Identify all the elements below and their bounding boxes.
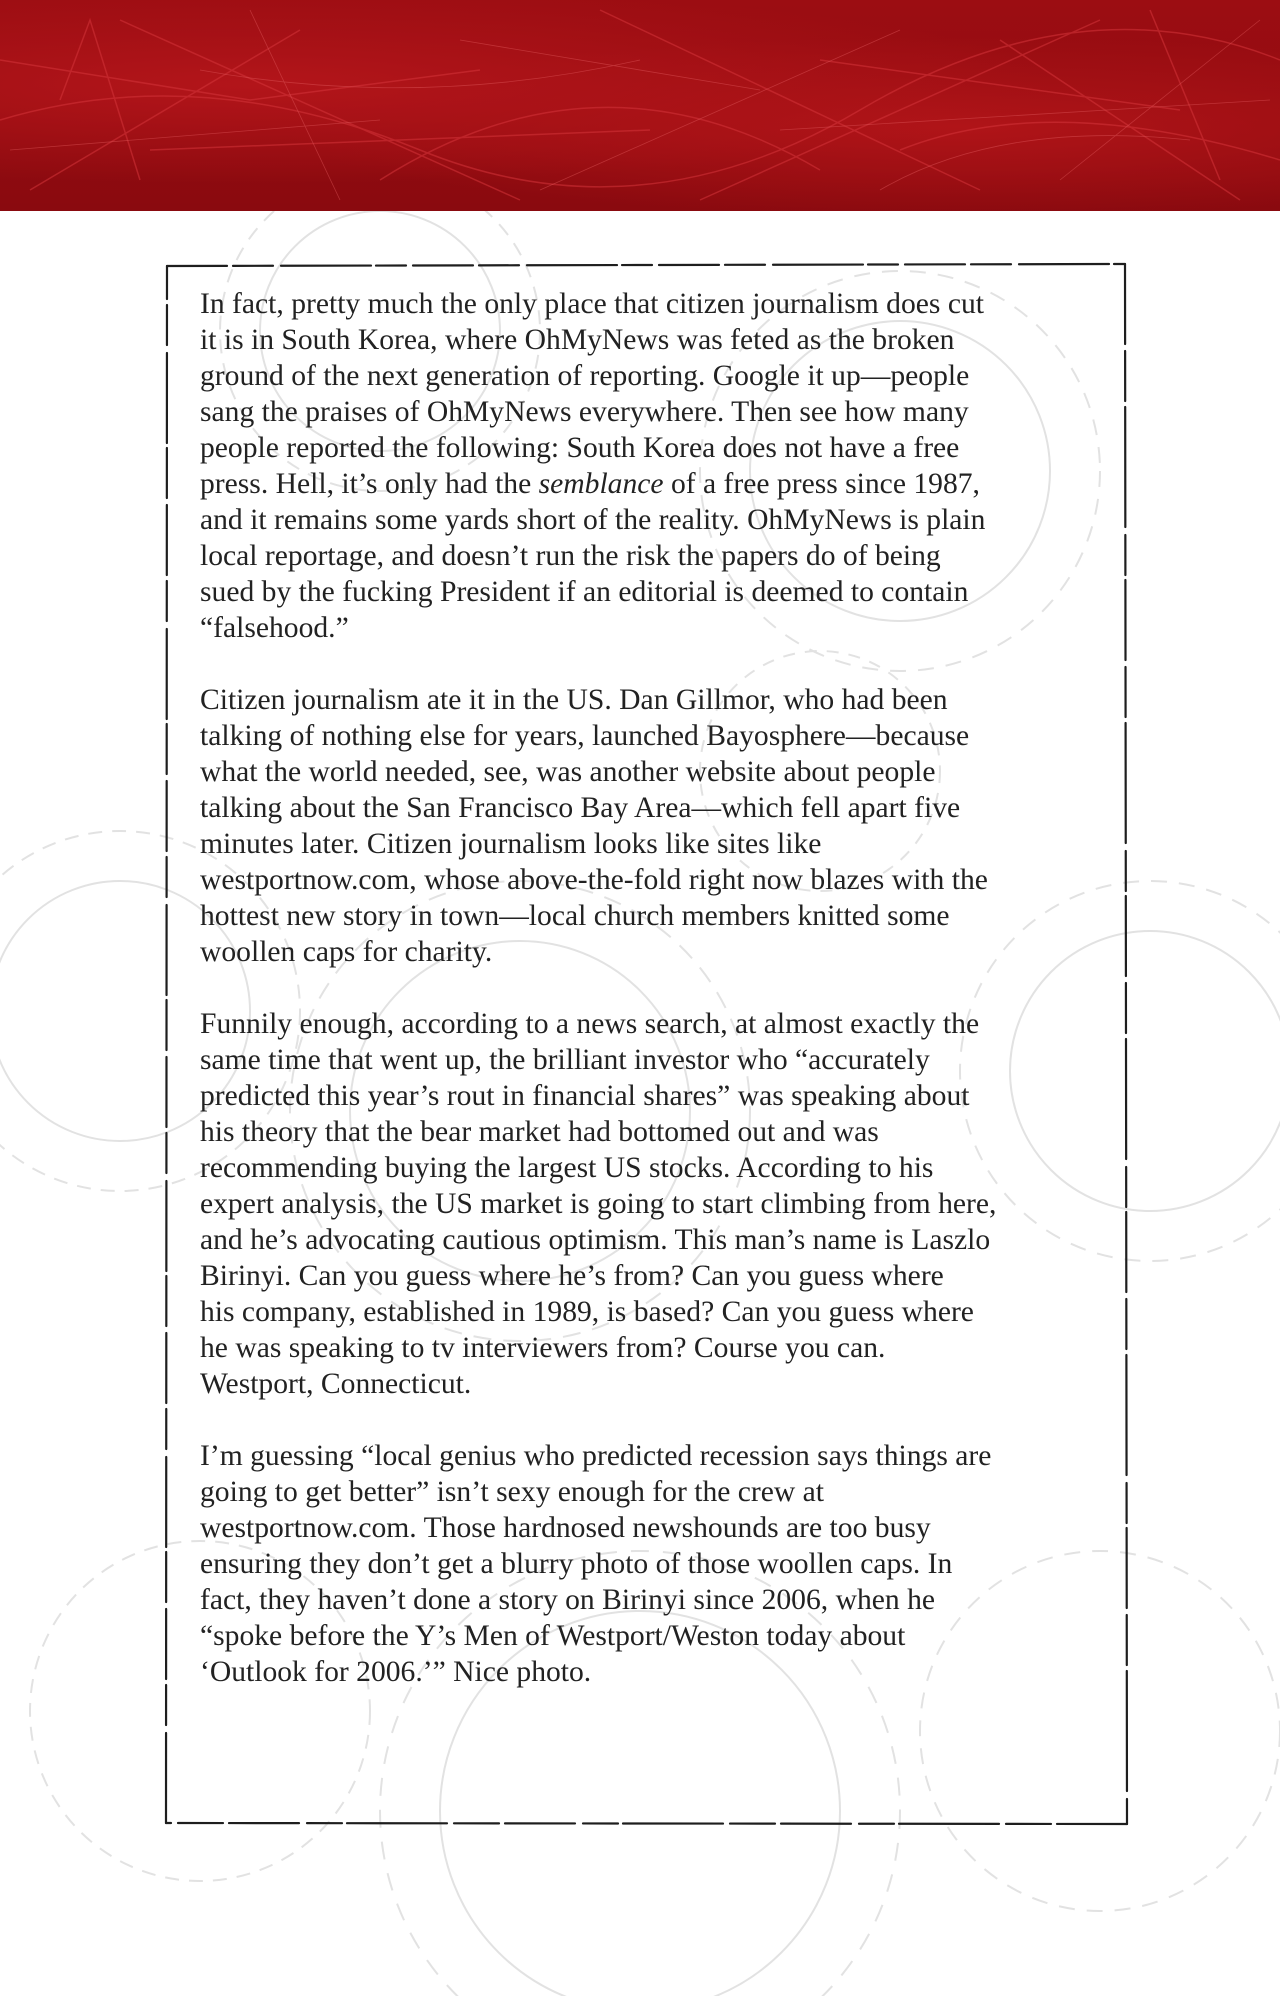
text-line: predicted this year’s rout in financial shares” was speaking about (200, 1080, 970, 1112)
paragraph-4 (200, 1438, 1100, 1690)
text-line: In fact, pretty much the only place that citizen journalism does cut (200, 288, 984, 320)
scratch-texture (0, 0, 1280, 211)
paragraph-2 (200, 682, 1100, 970)
text-line: Westport, Connecticut. (200, 1368, 472, 1400)
text-line: hottest new story in town—local church members knitted some (200, 900, 950, 932)
text-line: he was speaking to tv interviewers from? Course you can. (200, 1332, 886, 1364)
text-line: minutes later. Citizen journalism looks like sites like (200, 828, 822, 860)
text-line: recommending buying the largest US stocks. According to his (200, 1152, 934, 1184)
text-line: talking of nothing else for years, launched Bayosphere—because (200, 720, 970, 752)
text-line: and it remains some yards short of the reality. OhMyNews is plain (200, 504, 986, 536)
text-segment: press. Hell, it’s only had the (200, 468, 539, 500)
text-line: westportnow.com, whose above-the-fold right now blazes with the (200, 864, 988, 896)
text-line: westportnow.com. Those hardnosed newshounds are too busy (200, 1512, 931, 1544)
text-line: ground of the next generation of reporting. Google it up—people (200, 360, 970, 392)
text-segment: of a free press since 1987, (663, 468, 980, 500)
article-body (200, 286, 1100, 1726)
text-line: same time that went up, the brilliant investor who “accurately (200, 1044, 930, 1076)
text-line: I’m guessing “local genius who predicted recession says things are (200, 1440, 992, 1472)
text-line (200, 466, 1100, 502)
text-line: ‘Outlook for 2006.’” Nice photo. (200, 1656, 592, 1688)
text-line: his company, established in 1989, is based? Can you guess where (200, 1296, 974, 1328)
text-line: and he’s advocating cautious optimism. This man’s name is Laszlo (200, 1224, 991, 1256)
text-line: expert analysis, the US market is going to start climbing from here, (200, 1188, 997, 1220)
header-banner (0, 0, 1280, 211)
text-line: talking about the San Francisco Bay Area—which fell apart five (200, 792, 961, 824)
text-line: Birinyi. Can you guess where he’s from? Can you guess where (200, 1260, 944, 1292)
text-line: going to get better” isn’t sexy enough for the crew at (200, 1476, 825, 1508)
text-line: people reported the following: South Korea does not have a free (200, 432, 960, 464)
text-line: what the world needed, see, was another website about people (200, 756, 936, 788)
text-line: “falsehood.” (200, 612, 349, 644)
text-line: it is in South Korea, where OhMyNews was feted as the broken (200, 324, 955, 356)
text-line: local reportage, and doesn’t run the risk the papers do of being (200, 540, 941, 572)
text-line: fact, they haven’t done a story on Birinyi since 2006, when he (200, 1584, 936, 1616)
text-line: sued by the fucking President if an editorial is deemed to contain (200, 576, 969, 608)
paragraph-1 (200, 286, 1100, 646)
text-line: woollen caps for charity. (200, 936, 493, 968)
text-line: sang the praises of OhMyNews everywhere. Then see how many (200, 396, 969, 428)
paragraph-3 (200, 1006, 1100, 1402)
emphasis-text: semblance (538, 468, 664, 500)
text-line: Funnily enough, according to a news search, at almost exactly the (200, 1008, 980, 1040)
text-line: ensuring they don’t get a blurry photo of those woollen caps. In (200, 1548, 953, 1580)
text-line: his theory that the bear market had bottomed out and was (200, 1116, 879, 1148)
text-line: “spoke before the Y’s Men of Westport/Weston today about (200, 1620, 906, 1652)
text-line: Citizen journalism ate it in the US. Dan Gillmor, who had been (200, 684, 948, 716)
